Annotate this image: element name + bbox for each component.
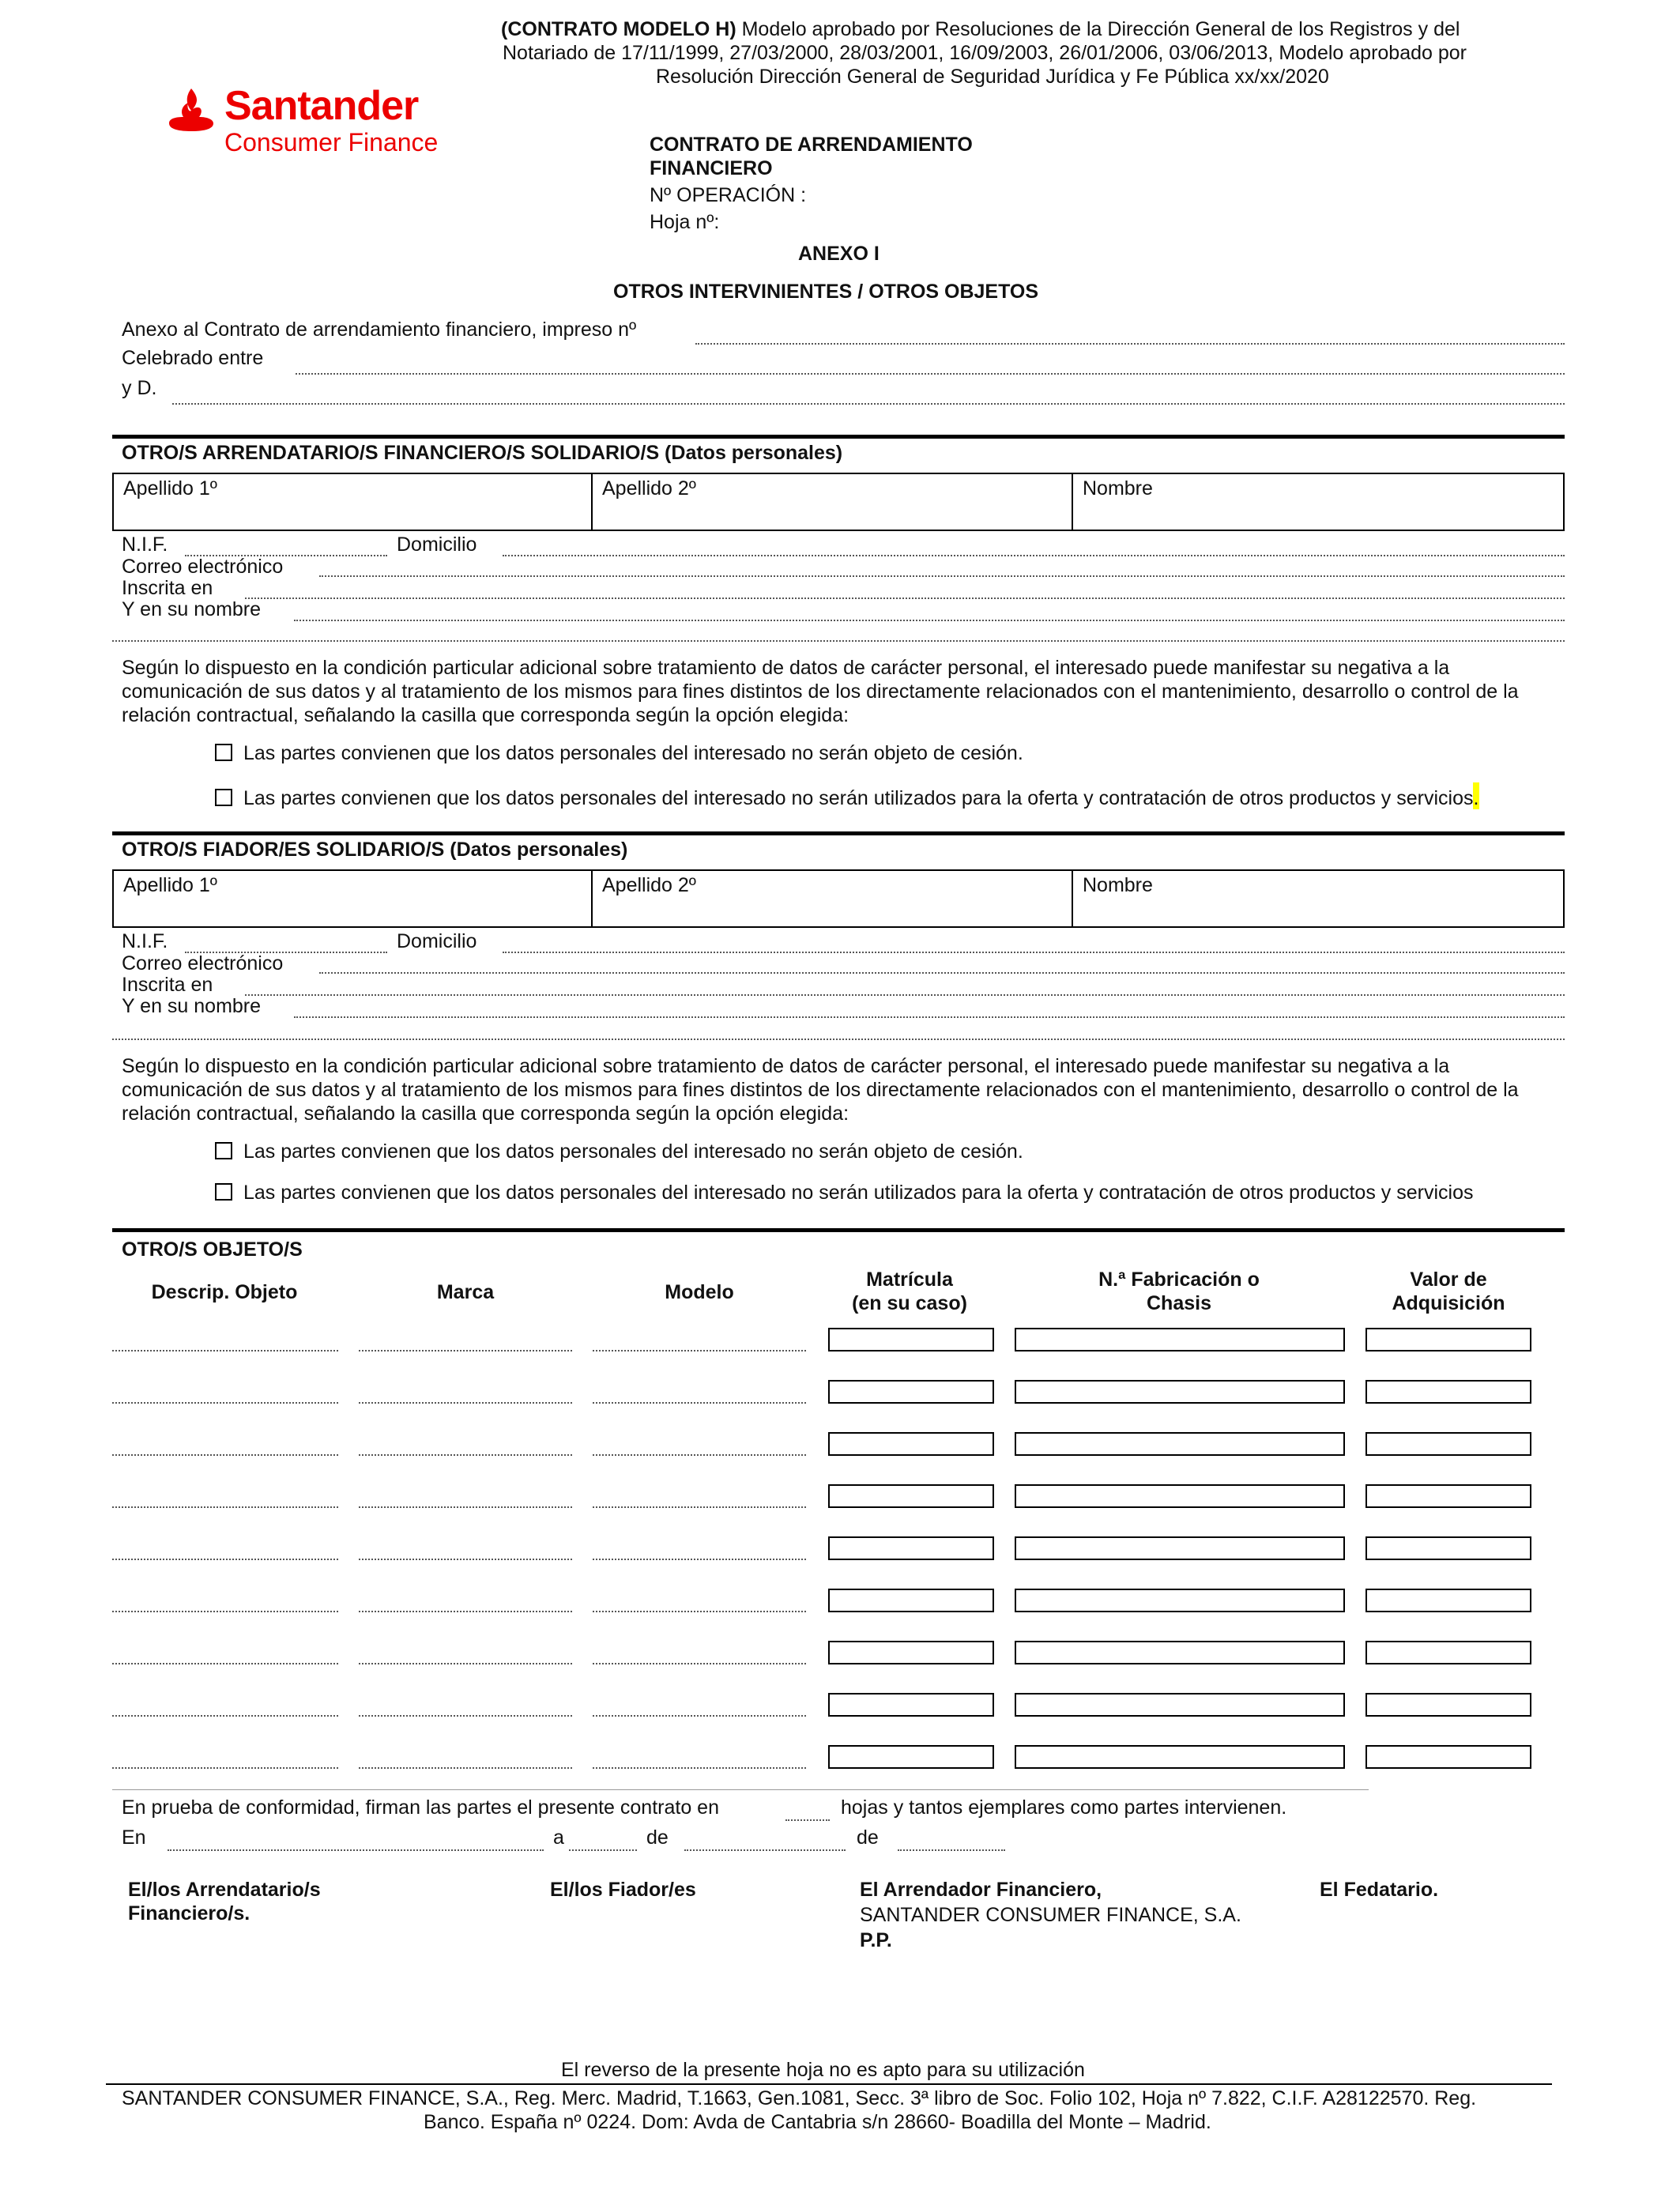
guarantor-registered-label: Inscrita en [122,974,213,996]
guarantor-option2-label: Las partes convienen que los datos personales del interesado no serán utilizados para la oferta y contratación de otros productos y servicios [243,1182,1474,1204]
guarantor-on-behalf-field[interactable] [294,1016,1565,1018]
santander-logo [168,82,452,161]
lessee-email-field[interactable] [319,575,1565,577]
object-chassis-box[interactable] [1015,1484,1345,1508]
object-model-field[interactable] [593,1663,806,1664]
object-chassis-box[interactable] [1015,1380,1345,1404]
object-model-field[interactable] [593,1767,806,1769]
object-value-box[interactable] [1365,1589,1531,1612]
object-description-field[interactable] [112,1454,338,1456]
sheets-count-field[interactable] [785,1819,830,1821]
object-chassis-box[interactable] [1015,1693,1345,1717]
lessees-section-title: OTRO/S ARRENDATARIO/S FINANCIERO/S SOLIDARIO/S (Datos personales) [122,442,843,464]
object-plate-box[interactable] [828,1432,994,1456]
lessee-on-behalf-label: Y en su nombre [122,598,262,620]
footer-legal-line2: Banco. España nº 0224. Dom: Avda de Cantabria s/n 28660- Boadilla del Monte – Madrid. [424,2111,1211,2133]
objects-section-rule [112,1228,1565,1232]
object-plate-box[interactable] [828,1328,994,1351]
annex-subtitle: OTROS INTERVINIENTES / OTROS OBJETOS [613,281,1039,303]
celebrated-between-label: Celebrado entre [122,347,264,369]
guarantor-option1-checkbox[interactable] [215,1142,232,1159]
signing-line1b: hojas y tantos ejemplares como partes intervienen. [841,1796,1287,1819]
guarantors-section-rule [112,831,1565,835]
lessee-nif-label: N.I.F. [122,533,168,556]
guarantors-section-title: OTRO/S FIADOR/ES SOLIDARIO/S (Datos personales) [122,839,628,861]
object-model-field[interactable] [593,1350,806,1351]
reverse-notice: El reverso de la presente hoja no es apto para su utilización [561,2059,1085,2081]
signature-notary: El Fedatario. [1320,1879,1439,1901]
guarantor-email-field[interactable] [319,972,1565,974]
lessee-option2-checkbox[interactable] [215,789,232,806]
object-value-box[interactable] [1365,1693,1531,1717]
guarantor-email-label: Correo electrónico [122,952,284,974]
guarantor-privacy-text: Según lo dispuesto en la condición particular adicional sobre tratamiento de datos de carácter personal, el interesado puede manifestar su negativa a la comunicación de sus datos y al tratamiento de los mismos para fines distintos de los directamente relacionados con el mantenimiento, desarrollo o control de la relación contractual, señalando la casilla que corresponda según la opción elegida: [122,1055,1519,1125]
object-model-field[interactable] [593,1402,806,1404]
object-brand-field[interactable] [359,1454,572,1456]
model-header-bold: (CONTRATO MODELO H) [501,18,736,40]
object-brand-field[interactable] [359,1350,572,1351]
object-chassis-box[interactable] [1015,1745,1345,1769]
contract-title-line1: CONTRATO DE ARRENDAMIENTO [650,134,973,156]
object-description-field[interactable] [112,1402,338,1404]
object-description-field[interactable] [112,1350,338,1351]
lessee-surname1-label: Apellido 1º [123,477,217,499]
signing-day-field[interactable] [569,1849,637,1851]
guarantor-surname1-label: Apellido 1º [123,874,217,896]
object-description-field[interactable] [112,1663,338,1664]
object-description-field[interactable] [112,1767,338,1769]
footer-legal-line1: SANTANDER CONSUMER FINANCE, S.A., Reg. Merc. Madrid, T.1663, Gen.1081, Secc. 3ª libro de Soc. Folio 102, Hoja nº 7.822, C.I.F. A28122570. Reg. [122,2087,1477,2109]
objects-section-title: OTRO/S OBJETO/S [122,1238,303,1261]
signing-line1a: En prueba de conformidad, firman las partes el presente contrato en [122,1796,719,1819]
guarantor-option2 [215,1181,1473,1204]
guarantor-extra-line [112,1039,1565,1040]
signing-year-label: de [857,1826,879,1849]
signing-month-label: de [646,1826,669,1849]
model-header-line1 [501,17,1460,41]
and-mr-label: y D. [122,377,157,399]
object-chassis-box[interactable] [1015,1432,1345,1456]
signature-guarantor: El/los Fiador/es [550,1879,696,1901]
object-brand-field[interactable] [359,1506,572,1508]
objects-bottom-line [112,1789,1369,1790]
guarantor-surname1-field[interactable] [114,871,593,926]
guarantor-option1-label: Las partes convienen que los datos personales del interesado no serán objeto de cesión. [243,1140,1023,1163]
lessee-option1-checkbox[interactable] [215,744,232,761]
object-value-box[interactable] [1365,1745,1531,1769]
col-header-brand: Marca [436,1281,495,1303]
signing-place-field[interactable] [168,1849,544,1851]
object-brand-field[interactable] [359,1559,572,1560]
lessee-extra-line [112,640,1565,642]
guarantor-address-field[interactable] [503,952,1565,953]
lessee-email-label: Correo electrónico [122,556,284,578]
signature-lessor: El Arrendador Financiero, [860,1879,1102,1901]
model-header-rest: Modelo aprobado por Resoluciones de la Dirección General de los Registros y del [736,18,1460,40]
guarantor-surname2-label: Apellido 2º [602,874,696,896]
object-brand-field[interactable] [359,1402,572,1404]
object-model-field[interactable] [593,1506,806,1508]
model-header-line3: Resolución Dirección General de Seguridad Jurídica y Fe Pública xx/xx/2020 [656,66,1329,88]
lessee-registered-label: Inscrita en [122,577,213,599]
footer-rule [106,2083,1552,2085]
object-model-field[interactable] [593,1454,806,1456]
object-value-box[interactable] [1365,1380,1531,1404]
lessee-on-behalf-field[interactable] [294,620,1565,621]
object-chassis-box[interactable] [1015,1536,1345,1560]
guarantor-address-label: Domicilio [397,930,477,952]
lessee-option2 [215,782,1478,810]
brand-subtitle: Consumer Finance [224,128,439,156]
printed-number-field[interactable] [695,343,1565,345]
annex-title: ANEXO I [798,243,880,265]
lessee-name-box [112,473,1565,531]
object-model-field[interactable] [593,1611,806,1612]
signing-day-label: a [553,1826,564,1849]
lessee-name-label: Nombre [1083,477,1153,499]
object-plate-box[interactable] [828,1745,994,1769]
guarantor-name-field[interactable] [1073,871,1563,926]
guarantor-option1 [215,1140,1023,1163]
lessees-section-rule [112,435,1565,439]
object-chassis-box[interactable] [1015,1641,1345,1664]
object-description-field[interactable] [112,1715,338,1717]
lessee-address-label: Domicilio [397,533,477,556]
guarantor-surname2-field[interactable] [593,871,1073,926]
brand-name: Santander [224,83,419,129]
signing-month-field[interactable] [684,1849,846,1851]
signature-lessee: El/los Arrendatario/s Financiero/s. [128,1879,321,1924]
object-description-field[interactable] [112,1611,338,1612]
lessee-option2-label: Las partes convienen que los datos personales del interesado no serán utilizados para la oferta y contratación de otros productos y servicios [243,787,1474,809]
celebrated-between-field[interactable] [296,373,1565,375]
guarantor-option2-checkbox[interactable] [215,1183,232,1201]
lessee-name-field[interactable] [1073,474,1563,530]
lessee-option1 [215,741,1023,765]
object-brand-field[interactable] [359,1663,572,1664]
lessee-privacy-text: Según lo dispuesto en la condición particular adicional sobre tratamiento de datos de carácter personal, el interesado puede manifestar su negativa a la comunicación de sus datos y al tratamiento de los mismos para fines distintos de los directamente relacionados con el mantenimiento, desarrollo o control de la relación contractual, señalando la casilla que corresponda según la opción elegida: [122,657,1519,726]
object-brand-field[interactable] [359,1715,572,1717]
object-brand-field[interactable] [359,1767,572,1769]
object-plate-box[interactable] [828,1380,994,1404]
object-plate-box[interactable] [828,1589,994,1612]
operation-number-label: Nº OPERACIÓN : [650,184,807,206]
object-model-field[interactable] [593,1715,806,1717]
object-value-box[interactable] [1365,1641,1531,1664]
object-plate-box[interactable] [828,1693,994,1717]
lessee-surname2-field[interactable] [593,474,1073,530]
lessee-surname2-label: Apellido 2º [602,477,696,499]
object-value-box[interactable] [1365,1536,1531,1560]
object-chassis-box[interactable] [1015,1328,1345,1351]
object-model-field[interactable] [593,1559,806,1560]
col-header-model: Modelo [665,1281,734,1303]
object-value-box[interactable] [1365,1328,1531,1351]
col-header-plate: Matrícula (en su caso) [852,1269,967,1314]
object-value-box[interactable] [1365,1484,1531,1508]
object-brand-field[interactable] [359,1611,572,1612]
guarantor-on-behalf-label: Y en su nombre [122,995,262,1017]
printed-number-label: Anexo al Contrato de arrendamiento financiero, impreso nº [122,319,637,341]
guarantor-registered-field[interactable] [245,994,1565,996]
object-plate-box[interactable] [828,1484,994,1508]
guarantor-name-label: Nombre [1083,874,1153,896]
signature-lessor-company: SANTANDER CONSUMER FINANCE, S.A. [860,1904,1241,1926]
lessee-option2-period: . [1473,787,1479,809]
contract-title-line2: FINANCIERO [650,157,773,179]
object-description-field[interactable] [112,1506,338,1508]
guarantor-nif-label: N.I.F. [122,930,168,952]
guarantor-name-box [112,869,1565,928]
lessee-option1-label: Las partes convienen que los datos personales del interesado no serán objeto de cesión. [243,742,1023,764]
object-value-box[interactable] [1365,1432,1531,1456]
flame-icon [168,85,215,133]
object-plate-box[interactable] [828,1641,994,1664]
signing-year-field[interactable] [898,1849,1005,1851]
signing-place-label: En [122,1826,146,1849]
col-header-description: Descrip. Objeto [151,1281,298,1303]
lessee-surname1-field[interactable] [114,474,593,530]
sheet-number-label: Hoja nº: [650,211,720,233]
and-mr-field[interactable] [172,403,1565,405]
lessee-address-field[interactable] [503,555,1565,556]
object-chassis-box[interactable] [1015,1589,1345,1612]
lessee-registered-field[interactable] [245,598,1565,599]
object-description-field[interactable] [112,1559,338,1560]
object-plate-box[interactable] [828,1536,994,1560]
col-header-value: Valor de Adquisición [1392,1269,1505,1314]
signature-lessor-pp: P.P. [860,1929,892,1951]
model-header-line2: Notariado de 17/11/1999, 27/03/2000, 28/03/2001, 16/09/2003, 26/01/2006, 03/06/2013, Modelo aprobado por [503,42,1467,64]
col-header-chassis: N.ª Fabricación o Chasis [1098,1269,1260,1314]
